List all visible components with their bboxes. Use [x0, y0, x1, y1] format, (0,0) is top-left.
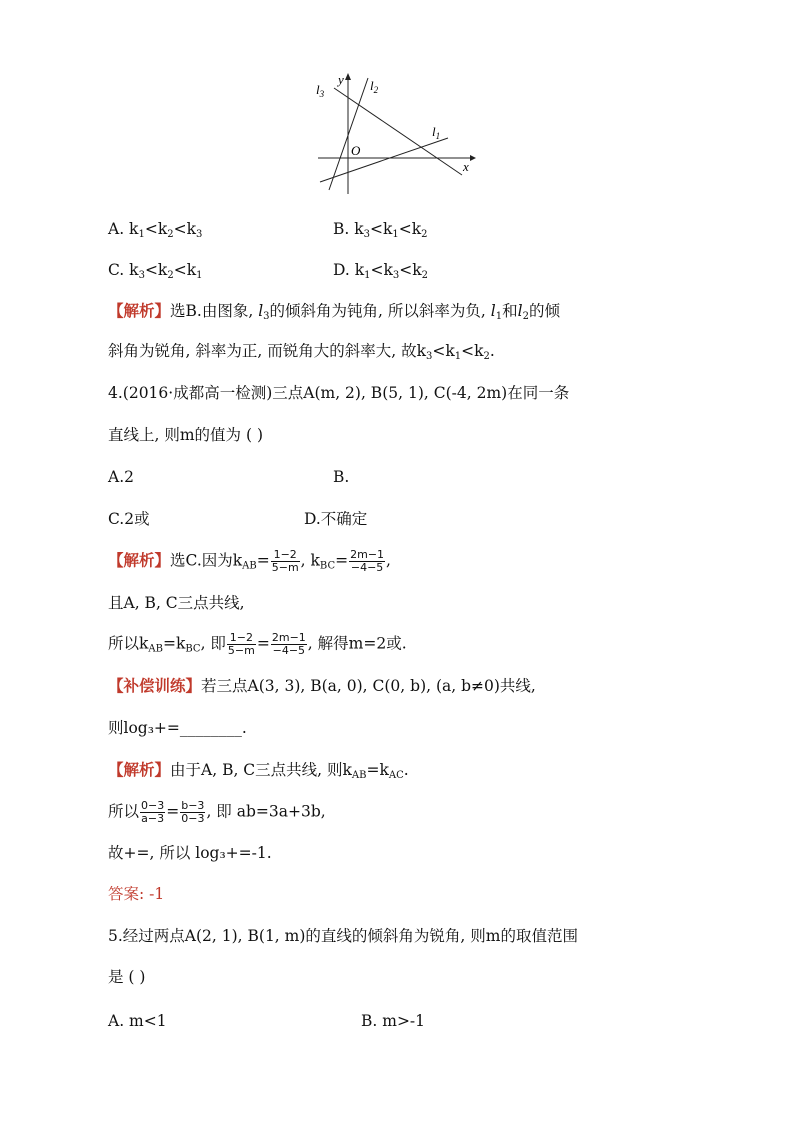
q4-analysis-line2: 且A, B, C三点共线, [108, 594, 245, 612]
label-o: O [351, 143, 361, 158]
fraction: $\frac{b-3}{0-3}$ [181, 799, 205, 825]
q4-option-c: C.2或 [108, 510, 150, 528]
q4-stem-line1: 4.(2016·成都高一检测)三点A(m, 2), B(5, 1), C(-4, 2m)在同一条 [108, 384, 570, 402]
analysis-tag: 【解析】 [108, 301, 171, 320]
q3-option-d: D. $k_1<k_3<k_2$ [333, 261, 429, 281]
supp-analysis-line1: 【解析】由于A, B, C三点共线, 则$k_{AB}=k_{AC}$. [108, 760, 409, 781]
q4-analysis-line1: 【解析】选C.因为$k_{AB}=$ $\frac{1-2}{5-m}$ , $k_{BC}=$ $\frac{2m-1}{-4-5}$ , [108, 548, 391, 574]
fraction: $\frac{2m-1}{-4-5}$ [271, 631, 306, 657]
supplement-line2: 则log₃+=________. [108, 719, 247, 737]
fraction: $\frac{0-3}{a-3}$ [141, 799, 165, 825]
q5-option-b: B. m>-1 [361, 1012, 426, 1030]
label-l3: $l_3$ [316, 82, 325, 99]
supp-analysis-line3: 故+=, 所以 log₃+=-1. [108, 844, 272, 862]
q4-option-d: D.不确定 [304, 510, 368, 528]
fraction: $\frac{1-2}{5-m}$ [227, 631, 255, 657]
q5-option-a: A. m<1 [108, 1012, 167, 1030]
line-l2 [334, 88, 462, 175]
label-x: x [463, 159, 469, 174]
fraction: $\frac{1-2}{5-m}$ [271, 548, 299, 574]
q3-analysis-line2: 斜角为锐角, 斜率为正, 而锐角大的斜率大, 故$k_3<k_1<k_2$. [108, 342, 495, 362]
q3-option-a: A. $k_1<k_2<k_3$ [108, 220, 203, 240]
q5-stem-line1: 5.经过两点A(2, 1), B(1, m)的直线的倾斜角为锐角, 则m的取值范围 [108, 927, 578, 945]
supp-analysis-line2: 所以 $\frac{0-3}{a-3}$ = $\frac{b-3}{0-3}$ , 即 ab=3a+3b, [108, 799, 326, 825]
fraction: $\frac{2m-1}{-4-5}$ [350, 548, 385, 574]
supplement-line1: 【补偿训练】若三点A(3, 3), B(a, 0), C(0, b), (a, b≠0)共线, [108, 676, 536, 695]
q3-analysis-line1: 【解析】选B.由图象, $l_3$的倾斜角为钝角, 所以斜率为负, $l_1$和$l_2$的倾 [108, 301, 560, 322]
label-l1: $l_1$ [432, 124, 441, 141]
q4-option-b: B. [333, 468, 350, 486]
q5-stem-line2: 是 ( ) [108, 968, 146, 986]
q3-option-c: C. $k_3<k_2<k_1$ [108, 261, 203, 281]
label-y: y [338, 72, 344, 87]
q3-option-b: B. $k_3<k_1<k_2$ [333, 220, 428, 240]
y-axis-arrow [345, 73, 351, 80]
q4-option-a: A.2 [108, 468, 134, 486]
q4-analysis-line3: 所以$k_{AB}=k_{BC}$, 即 $\frac{1-2}{5-m}$ = $\frac{2m-1}{-4-5}$ , 解得m=2或. [108, 631, 407, 657]
q4-stem-line2: 直线上, 则m的值为 ( ) [108, 426, 264, 444]
x-axis-arrow [470, 155, 476, 161]
answer: 答案: -1 [108, 885, 165, 903]
label-l2: $l_2$ [370, 78, 379, 95]
